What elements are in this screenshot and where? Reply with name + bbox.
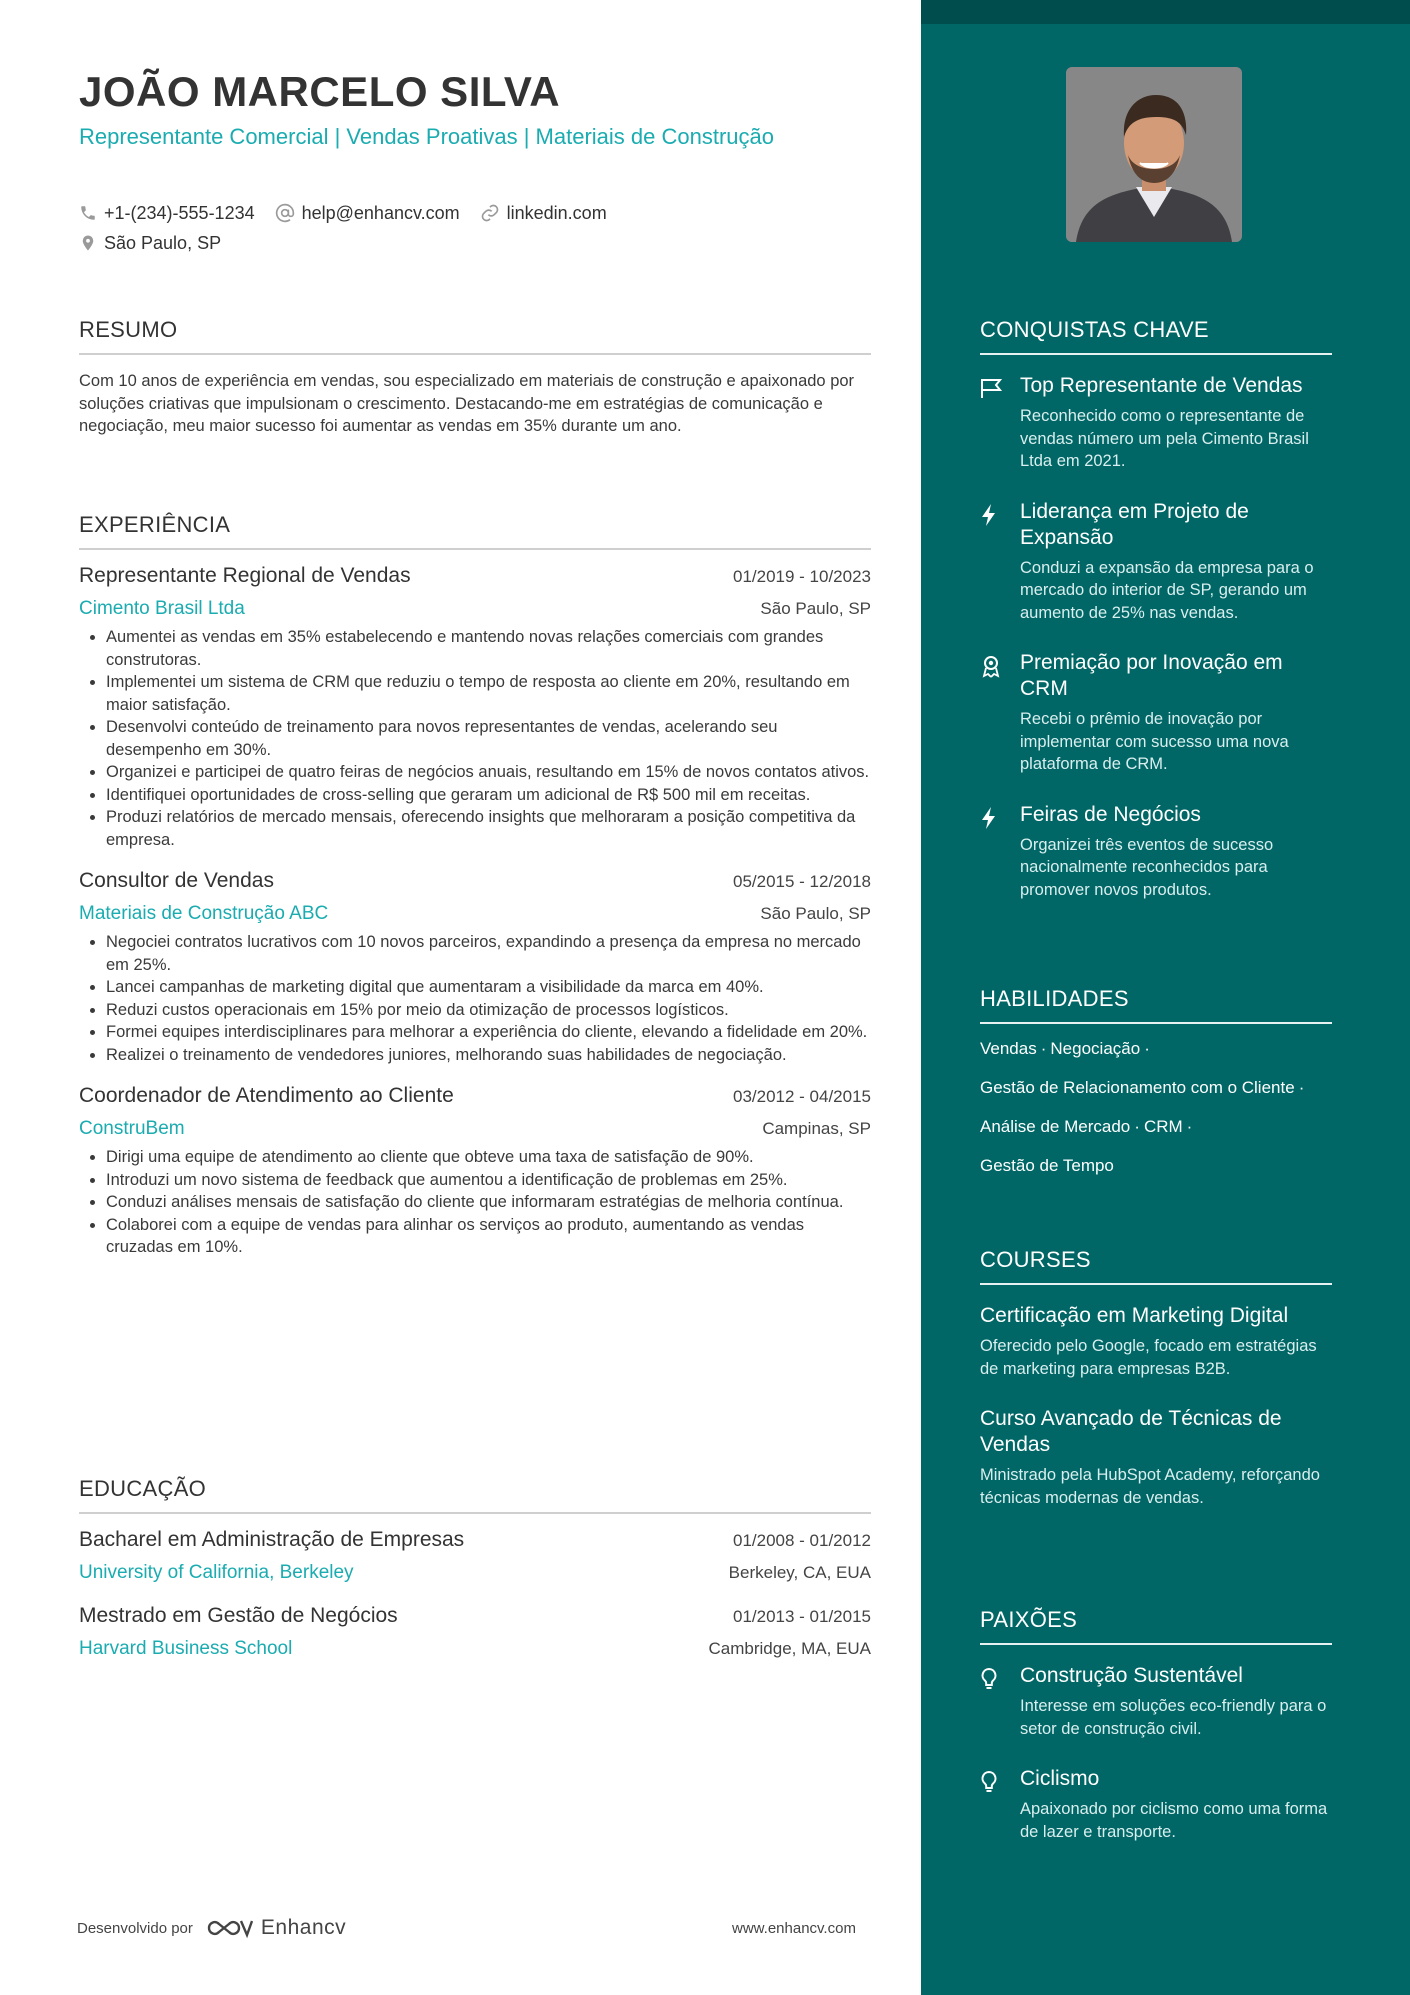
skill-row: Vendas · Negociação · — [980, 1039, 1150, 1058]
course-item — [980, 1406, 1332, 1509]
course-item — [980, 1303, 1332, 1380]
passion-item — [980, 1766, 1332, 1843]
job-bullets — [79, 626, 871, 851]
job-company: Materiais de Construção ABC — [79, 903, 329, 924]
achievement-title: Premiação por Inovação em CRM — [1020, 651, 1283, 700]
achievement-desc: Reconhecido como o representante de vendas número um pela Cimento Brasil Ltda em 2021. — [1020, 407, 1309, 470]
skill-tag: Gestão de Tempo — [980, 1156, 1114, 1175]
education-location: Berkeley, CA, EUA — [728, 1563, 871, 1582]
location-pin-icon — [79, 233, 97, 253]
job-bullets — [79, 931, 871, 1066]
course-title: Certificação em Marketing Digital — [980, 1304, 1289, 1327]
bullet-item: • Formei equipes interdisciplinares para melhorar a experiência do cliente, elevando a fidelidade em 20%. — [106, 1021, 871, 1044]
bullet-item: • Desenvolvi conteúdo de treinamento para novos representantes de vendas, acelerando seu desempenho em 30%. — [106, 716, 871, 761]
bullet-item: • Conduzi análises mensais de satisfação do cliente que informaram estratégias de melhoria contínua. — [106, 1191, 871, 1214]
experience-section — [79, 512, 871, 1259]
job-bullets — [79, 1146, 871, 1259]
bullet-item: • Implementei um sistema de CRM que reduziu o tempo de resposta ao cliente em 20%, resultando em maior satisfação. — [106, 671, 871, 716]
email-text: help@enhancv.com — [301, 202, 460, 223]
job-date: 01/2019 - 10/2023 — [732, 567, 871, 586]
skill-row — [980, 1155, 1332, 1177]
education-school: University of California, Berkeley — [79, 1562, 354, 1583]
bullet-item: • Produzi relatórios de mercado mensais, oferecendo insights que melhoraram a posição competitiva da empresa. — [106, 806, 871, 851]
education-title: EDUCAÇÃO — [79, 1476, 871, 1514]
bullet-item: • Aumentei as vendas em 35% estabelecendo e mantendo novas relações comerciais com grandes construtoras. — [106, 626, 871, 671]
skill-tag: CRM — [1143, 1117, 1183, 1136]
summary-title: RESUMO — [79, 317, 871, 355]
skill-tag: Gestão de Relacionamento com o Cliente — [980, 1078, 1295, 1097]
lightbulb-icon — [980, 1667, 998, 1691]
education-date: 01/2013 - 01/2015 — [732, 1607, 871, 1626]
phone-text: +1-(234)-555-1234 — [104, 202, 255, 223]
achievement-item — [980, 499, 1332, 625]
passion-title: Ciclismo — [1020, 1767, 1100, 1790]
passion-desc: Apaixonado por ciclismo como uma forma de lazer e transporte. — [1020, 1800, 1328, 1841]
experience-title: EXPERIÊNCIA — [79, 512, 871, 550]
bullet-item: • Identifiquei oportunidades de cross-selling que geraram um adicional de R$ 500 mil em receitas. — [106, 784, 871, 807]
skills-title: HABILIDADES — [980, 986, 1332, 1024]
bullet-item: • Reduzi custos operacionais em 15% por meio da otimização de processos logísticos. — [106, 999, 871, 1022]
education-degree: Bacharel em Administração de Empresas — [79, 1528, 465, 1551]
education-location: Cambridge, MA, EUA — [708, 1639, 871, 1658]
sidebar — [921, 0, 1410, 1995]
footer-branding[interactable] — [77, 1915, 346, 1941]
achievement-item — [980, 650, 1332, 776]
job-entry — [79, 564, 871, 851]
bullet-item: • Organizei e participei de quatro feiras de negócios anuais, resultando em 15% de novos contatos ativos. — [106, 761, 871, 784]
sidebar-top-bar — [921, 0, 1410, 24]
skill-tag: Vendas — [980, 1039, 1037, 1058]
job-title: Coordenador de Atendimento ao Cliente — [79, 1084, 454, 1107]
contact-website[interactable] — [480, 203, 607, 224]
brand-text: Enhancv — [260, 1916, 347, 1939]
contact-info — [79, 198, 839, 258]
award-icon — [980, 654, 1002, 678]
achievement-title: Feiras de Negócios — [1020, 802, 1201, 826]
profile-photo — [1066, 67, 1242, 242]
name-heading: JOÃO MARCELO SILVA — [79, 68, 561, 115]
bullet-item: • Realizei o treinamento de vendedores juniores, melhorando suas habilidades de negociação. — [106, 1044, 871, 1067]
courses-title: COURSES — [980, 1247, 1332, 1285]
job-date: 03/2012 - 04/2015 — [732, 1087, 871, 1106]
achievement-item — [980, 373, 1332, 473]
education-degree: Mestrado em Gestão de Negócios — [79, 1604, 398, 1627]
phone-icon — [79, 204, 97, 222]
location-text: São Paulo, SP — [104, 232, 222, 253]
passion-item — [980, 1663, 1332, 1740]
job-company: Cimento Brasil Ltda — [79, 598, 245, 619]
lightning-icon — [980, 806, 998, 830]
job-location: São Paulo, SP — [760, 904, 871, 923]
achievement-item — [980, 802, 1332, 902]
summary-text: Com 10 anos de experiência em vendas, sou especializado em materiais de construção e apaixonado por soluções criativas que impulsionam o crescimento. Destacando-me em estratégias de comunicação e negociação, meu maior sucesso foi aumentar as vendas em 35% durante um ano. — [79, 372, 855, 435]
link-icon — [480, 203, 500, 223]
job-entry — [79, 1084, 871, 1259]
achievement-title: Top Representante de Vendas — [1020, 374, 1303, 397]
course-desc: Ministrado pela HubSpot Academy, reforçando técnicas modernas de vendas. — [980, 1466, 1320, 1507]
education-date: 01/2008 - 01/2012 — [732, 1531, 871, 1550]
lightning-icon — [980, 503, 998, 527]
skill-tag: Análise de Mercado — [980, 1117, 1131, 1136]
summary-section — [79, 317, 871, 438]
education-entry — [79, 1604, 871, 1660]
footer-url[interactable]: www.enhancv.com — [732, 1920, 856, 1937]
contact-location — [79, 233, 221, 254]
achievement-desc: Conduzi a expansão da empresa para o mercado do interior de SP, gerando um aumento de 25% nas vendas. — [1020, 558, 1314, 622]
education-section — [79, 1476, 871, 1660]
passion-title: Construção Sustentável — [1020, 1664, 1243, 1687]
contact-email[interactable] — [275, 203, 460, 224]
achievement-desc: Recebi o prêmio de inovação por implementar com sucesso uma nova plataforma de CRM. — [1020, 710, 1289, 773]
courses-section — [980, 1247, 1332, 1509]
contact-phone[interactable] — [79, 203, 255, 224]
bullet-item: • Dirigi uma equipe de atendimento ao cliente que obteve uma taxa de satisfação de 90%. — [106, 1146, 871, 1169]
job-title: Consultor de Vendas — [79, 869, 274, 892]
job-location: São Paulo, SP — [760, 599, 871, 618]
course-title: Curso Avançado de Técnicas de Vendas — [980, 1407, 1282, 1456]
powered-by-text: Desenvolvido por — [77, 1919, 193, 1937]
skills-section — [980, 986, 1332, 1177]
passions-section — [980, 1607, 1332, 1843]
at-icon — [275, 203, 295, 223]
job-date: 05/2015 - 12/2018 — [732, 872, 871, 891]
lightbulb-icon — [980, 1770, 998, 1794]
education-entry — [79, 1528, 871, 1584]
passions-title: PAIXÕES — [980, 1607, 1332, 1645]
headline: Representante Comercial | Vendas Proativas | Materiais de Construção — [79, 124, 774, 149]
achievement-desc: Organizei três eventos de sucesso nacionalmente reconhecidos para promover novos produtos. — [1020, 835, 1274, 899]
skill-row: Análise de Mercado · CRM · — [980, 1117, 1193, 1136]
website-text: linkedin.com — [506, 202, 607, 223]
job-title: Representante Regional de Vendas — [79, 564, 411, 587]
flag-icon — [980, 377, 1006, 399]
achievement-title: Liderança em Projeto de Expansão — [1020, 499, 1249, 549]
job-location: Campinas, SP — [762, 1119, 871, 1138]
job-company: ConstruBem — [79, 1118, 185, 1139]
achievements-title: CONQUISTAS CHAVE — [980, 317, 1332, 355]
skill-row: Gestão de Relacionamento com o Cliente · — [980, 1078, 1305, 1097]
course-desc: Oferecido pelo Google, focado em estratégias de marketing para empresas B2B. — [980, 1337, 1317, 1378]
job-entry — [79, 869, 871, 1066]
bullet-item: • Colaborei com a equipe de vendas para alinhar os serviços ao produto, aumentando as vendas cruzadas em 10%. — [106, 1214, 871, 1259]
education-school: Harvard Business School — [79, 1638, 293, 1659]
bullet-item: • Introduzi um novo sistema de feedback que aumentou a identificação de problemas em 25%. — [106, 1169, 871, 1192]
skill-tag: Negociação — [1050, 1039, 1141, 1058]
enhancv-logo-icon — [205, 1915, 253, 1941]
passion-desc: Interesse em soluções eco-friendly para o setor de construção civil. — [1020, 1697, 1327, 1738]
bullet-item: • Lancei campanhas de marketing digital que aumentaram a visibilidade da marca em 40%. — [106, 976, 871, 999]
achievements-section — [980, 317, 1332, 901]
bullet-item: • Negociei contratos lucrativos com 10 novos parceiros, expandindo a presença da empresa no mercado em 25%. — [106, 931, 871, 976]
